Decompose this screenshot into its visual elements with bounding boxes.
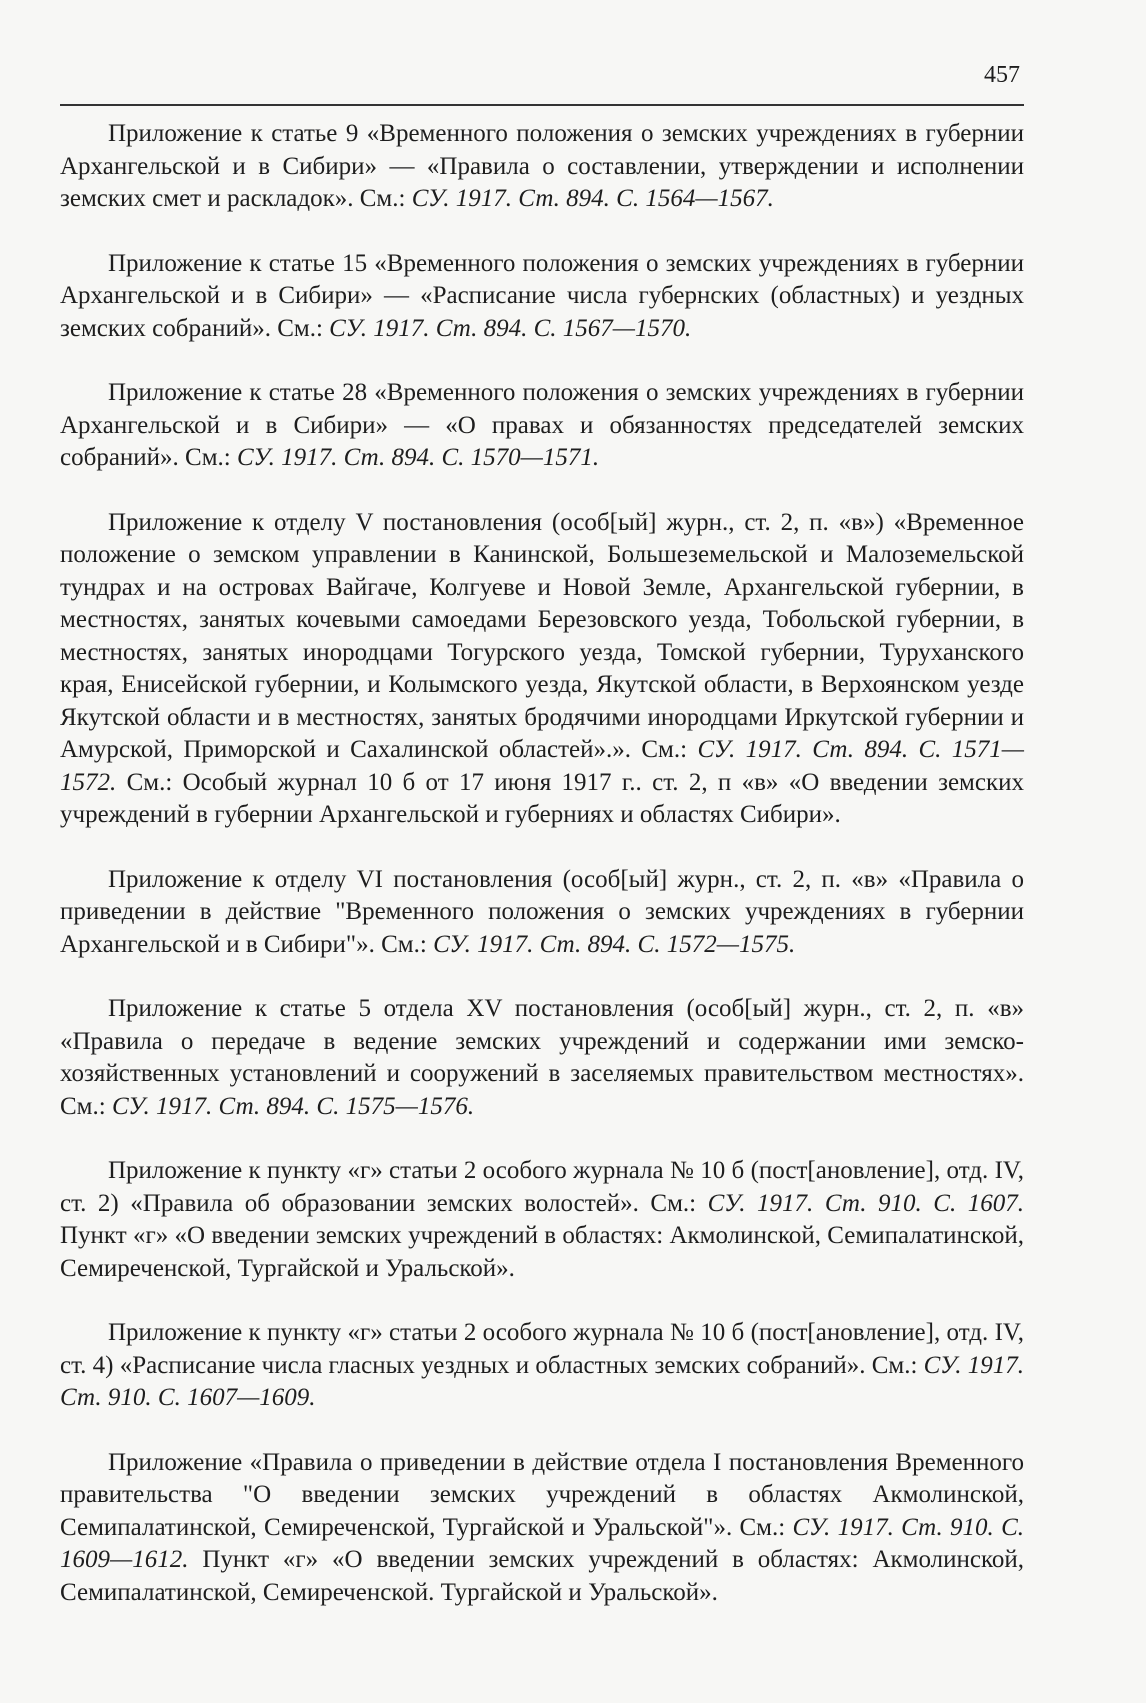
paragraph-text: Приложение «Правила о приведении в действие отдела I постановления Временного правительства "О введении земских учреждений в областях Акмолинской, Семипалатинской, Семиреченской, Тургайской и Уральской"». См.: xyxy=(60,1448,1024,1541)
paragraph-text: Приложение к статье 15 «Временного положения о земских учреждениях в губернии Архангельской и в Сибири» — «Расписание числа губернских (областных) и уездных земских собраний». См.: xyxy=(60,249,1024,342)
citation: СУ. 1917. Ст. 894. С. 1564—1567. xyxy=(411,185,774,212)
paragraph-tail: Пункт «г» «О введении земских учреждений в областях: Акмолинской, Семипалатинской, Семиреченской, Тургайской и Уральской». xyxy=(60,1222,1024,1282)
citation: СУ. 1917. Ст. 894. С. 1567—1570. xyxy=(329,314,692,342)
paragraph-text: Приложение к статье 5 отдела XV постановления (особ[ый] журн., ст. 2, п. «в» «Правила о передаче в ведение земских учреждений и содержании ими земско-хозяйственных установлений и сооружений в заселяемых правительством местностях». См.: xyxy=(60,995,1024,1120)
citation: СУ. 1917. Ст. 894. С. 1571—1572. xyxy=(60,736,1024,796)
citation: СУ. 1917. Ст. 910. С. 1609—1612. xyxy=(60,1513,1025,1573)
citation: СУ. 1917. Ст. 910. С. 1607. xyxy=(707,1189,1024,1217)
paragraph-text: Приложение к пункту «г» статьи 2 особого журнала № 10 б (пост[ановление], отд. IV, ст. 2) «Правила об образовании земских волостей». См.: xyxy=(60,1157,1024,1217)
paragraph xyxy=(60,1317,1024,1415)
paragraph-tail: Пункт «г» «О введении земских учреждений в областях: Акмолинской, Семипалатинской, Семиреченской. Тургайской и Уральской». xyxy=(60,1546,1024,1606)
citation: СУ. 1917. Ст. 894. С. 1572—1575. xyxy=(433,930,796,958)
paragraph xyxy=(60,864,1024,962)
header-rule xyxy=(60,104,1024,106)
citation: СУ. 1917. Ст. 894. С. 1575—1576. xyxy=(111,1092,475,1120)
citation: СУ. 1917. Ст. 894. С. 1570—1571. xyxy=(237,444,600,471)
paragraph-text: Приложение к статье 28 «Временного положения о земских учреждениях в губернии Архангельской и в Сибири» — «О правах и обязанностях председателей земских собраний». См.: xyxy=(60,379,1024,471)
paragraph-text: Приложение к отделу VI постановления (особ[ый] журн., ст. 2, п. «в» «Правила о приведении в действие "Временного положения о земских учреждениях в губернии Архангельской и в Сибири"». См.: xyxy=(60,865,1024,958)
paragraph xyxy=(60,118,1024,216)
paragraph xyxy=(60,1155,1024,1285)
paragraph xyxy=(60,1447,1024,1610)
citation: СУ. 1917. Ст. 910. С. 1607—1609. xyxy=(60,1351,1025,1411)
page-body xyxy=(60,118,1024,1641)
paragraph xyxy=(60,377,1024,475)
paragraph-text: Приложение к статье 9 «Временного положения о земских учреждениях в губернии Архангельской и в Сибири» — «Правила о составлении, утверждении и исполнении земских смет и раскладок». См.: xyxy=(60,120,1024,212)
paragraph xyxy=(60,993,1024,1123)
paragraph xyxy=(60,248,1024,346)
page-number: 457 xyxy=(984,62,1020,88)
paragraph-tail: См.: Особый журнал 10 б от 17 июня 1917 г.. ст. 2, п «в» «О введении земских учреждений в губернии Архангельской и губерниях и областях Сибири». xyxy=(60,768,1024,828)
paragraph-text: Приложение к пункту «г» статьи 2 особого журнала № 10 б (пост[ановление], отд. IV, ст. 4) «Расписание числа гласных уездных и областных земских собраний». См.: xyxy=(60,1319,1024,1379)
paragraph xyxy=(60,507,1024,832)
paragraph-text: Приложение к отделу V постановления (особ[ый] журн., ст. 2, п. «в») «Временное положение о земском управлении в Канинской, Большеземельской и Малоземельской тундрах и на островах Вайгаче, Колгуеве и Новой Земле, Архангельской губернии, в местностях, занятых кочевыми самоедами Березовского уезда, Тобольской губернии, в местностях, занятых инородцами Тогурского уезда, Томской губернии, Туруханского края, Енисейской губернии, и Колымского уезда, Якутской области, в Верхоянском уезде Якутской области и в местностях, занятых бродячими инородцами Иркутской губернии и Амурской, Приморской и Сахалинской областей».». См.: xyxy=(60,508,1024,763)
